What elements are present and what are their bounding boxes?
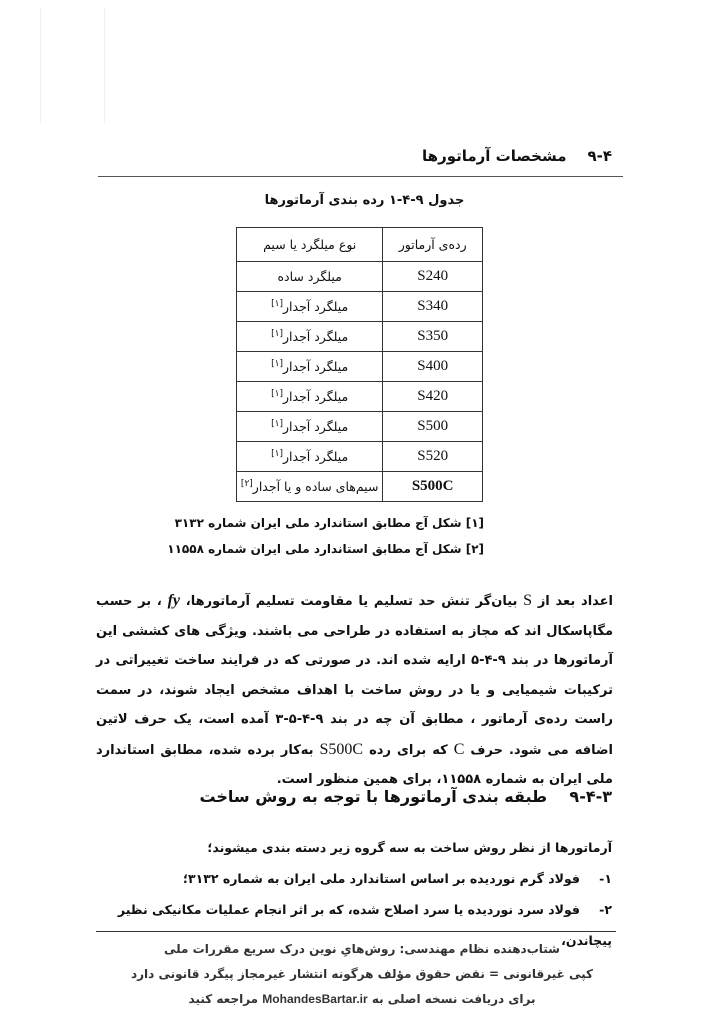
item-number: ۱- (599, 871, 612, 886)
type-text: میلگرد آجدار (283, 449, 349, 465)
heading-divider (98, 176, 623, 177)
text-run: ، بر حسب مگاپاسکال اند که مجاز به استفاده در طراحی می باشند. ویژگی های کششی این آرماتورها در بند ۹-۴-۵ ارایه شده اند. در صورتی که در فرایند ساخت تغییراتی در ترکیبات شیمیایی و یا در روش ساخت با اهداف مشخص ایجاد شوند، در سمت راست رده‌ی آرماتور ، مطابق آن چه در بند ۹-۴-۵-۳ آمده است، یک حرف لاتین اضافه می شود. حرف (96, 594, 614, 758)
table-row (237, 352, 483, 382)
yield-symbol: fy (167, 592, 181, 609)
text-run: که برای رده (363, 742, 454, 758)
type-text: سیم‌های ساده و یا آجدار (252, 479, 379, 495)
type-text: میلگرد آجدار (283, 389, 349, 405)
table-caption: جدول ۹-۴-۱ رده بندی آرماتورها (264, 193, 465, 208)
section-number: ۹-۴ (587, 147, 612, 165)
section-heading (422, 147, 612, 165)
footnote-ref: [۱] (271, 448, 283, 459)
table-footnotes (167, 510, 484, 562)
section-title: مشخصات آرماتورها (422, 147, 567, 165)
footnote: [۲] شکل آج مطابق استاندارد ملی ایران شماره ۱۱۵۵۸ (167, 542, 484, 556)
cell-type (237, 322, 383, 352)
watermark-line (0, 987, 724, 1012)
type-text: میلگرد ساده (277, 269, 342, 284)
cell-type (237, 262, 383, 292)
latin-letter: S (523, 592, 533, 609)
rebar-grade-table (236, 227, 483, 502)
cell-grade: S500C (383, 472, 483, 502)
subsection-number: ۹-۴-۳ (569, 787, 612, 806)
grade-reference: S500C (319, 740, 364, 758)
item-text: فولاد سرد نوردیده یا سرد اصلاح شده، که بر اثر انجام عملیات مکانیکی نظیر پیچاندن، (117, 902, 612, 948)
header-grade: رده‌ی آرماتور (383, 228, 483, 262)
footnote: [۱] شکل آج مطابق استاندارد ملی ایران شماره ۳۱۳۲ (174, 516, 484, 530)
text-run: مراجعه کنید (188, 992, 263, 1006)
watermark-footer (0, 937, 724, 1012)
table-row (237, 292, 483, 322)
cell-grade: S350 (383, 322, 483, 352)
table-row (237, 442, 483, 472)
table-row (237, 262, 483, 292)
body-paragraph (96, 586, 613, 795)
cell-type (237, 472, 383, 502)
table-row (237, 322, 483, 352)
cell-type (237, 352, 383, 382)
text-run: برای دریافت نسخه اصلی به (367, 992, 536, 1006)
cell-type (237, 382, 383, 412)
cell-grade: S520 (383, 442, 483, 472)
table-header-row (237, 228, 483, 262)
footnote-ref: [۱] (271, 328, 283, 339)
type-text: میلگرد آجدار (283, 419, 349, 435)
table-row (237, 382, 483, 412)
cell-type (237, 412, 383, 442)
type-text: میلگرد آجدار (283, 299, 349, 315)
cell-type (237, 292, 383, 322)
list-item (92, 863, 612, 894)
footnote-ref: [۲] (240, 478, 253, 489)
latin-letter: C (453, 740, 465, 758)
cell-grade: S340 (383, 292, 483, 322)
type-text: میلگرد آجدار (283, 359, 349, 375)
cell-grade: S240 (383, 262, 483, 292)
text-run: اعداد بعد از (532, 594, 614, 609)
cell-type (237, 442, 383, 472)
text-run: بیان‌گر تنش حد تسلیم یا مقاومت تسلیم آرماتورها، (180, 594, 524, 609)
text-run: به‌کار برده شده، مطابق استاندارد ملی ایران به شماره ۱۱۵۵۸، برای همین منظور است. (96, 742, 613, 787)
header-type: نوع میلگرد یا سیم (237, 228, 383, 262)
footer-divider (96, 931, 616, 932)
site-link[interactable]: MohandesBartar.ir (262, 992, 368, 1006)
subsection-heading (199, 787, 612, 806)
table-row (237, 472, 483, 502)
item-number: ۲- (599, 902, 612, 917)
scan-artifact (104, 8, 105, 123)
type-text: میلگرد آجدار (283, 329, 349, 345)
footnote-ref: [۱] (271, 358, 283, 369)
cell-grade: S500 (383, 412, 483, 442)
cell-grade: S400 (383, 352, 483, 382)
scan-artifact (40, 8, 41, 123)
table-row (237, 412, 483, 442)
cell-grade: S420 (383, 382, 483, 412)
subsection-title: طبقه بندی آرماتورها با توجه به روش ساخت (199, 787, 548, 806)
watermark-line: کپی غیرقانونی = نقض حقوق مؤلف هرگونه انتشار غیرمجاز پیگرد قانونی دارد (130, 967, 594, 981)
item-text: فولاد گرم نوردیده بر اساس استاندارد ملی ایران به شماره ۳۱۳۲؛ (182, 871, 580, 886)
watermark-line: شتاب‌دهنده نظام مهندسی: روش‌هایِ نوین درک سریع مقررات ملی (164, 942, 560, 956)
footnote-ref: [۱] (271, 298, 283, 309)
footnote-ref: [۱] (271, 388, 283, 399)
list-intro: آرماتورها از نظر روش ساخت به سه گروه زیر دسته بندی میشوند؛ (207, 840, 612, 855)
footnote-ref: [۱] (271, 418, 283, 429)
